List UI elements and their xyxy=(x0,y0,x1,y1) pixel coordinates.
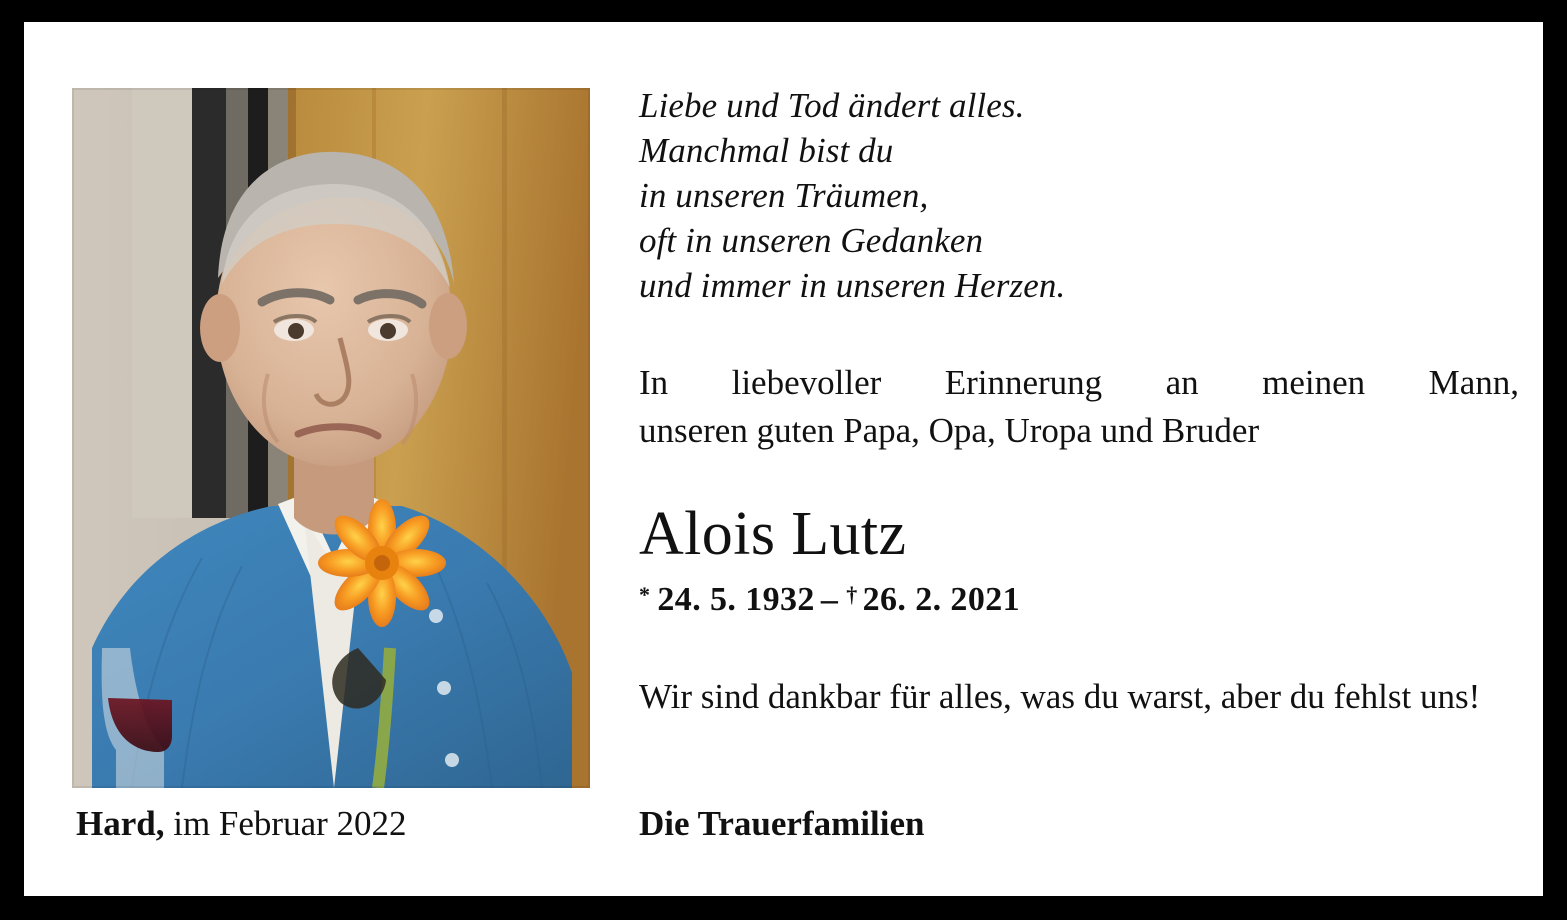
portrait-photo-image xyxy=(72,88,590,788)
verse-line-1: Liebe und Tod ändert alles. xyxy=(639,86,1025,125)
portrait-photo xyxy=(72,88,590,788)
dedication-line-2: unseren guten Papa, Opa, Uropa und Bruder xyxy=(639,410,1260,450)
verse-line-3: in unseren Träumen, xyxy=(639,175,929,215)
dedication-text xyxy=(639,361,1539,453)
closing-text: Wir sind dankbar für alles, was du warst, aber du fehlst uns! xyxy=(639,677,1481,717)
place-and-date xyxy=(76,804,407,844)
death-date: 26. 2. 2021 xyxy=(862,581,1021,619)
death-symbol: † xyxy=(846,582,858,608)
memorial-verse xyxy=(639,84,1539,309)
verse-line-2: Manchmal bist du xyxy=(639,130,894,170)
notice-date: im Februar 2022 xyxy=(173,804,407,843)
deceased-name: Alois Lutz xyxy=(639,500,907,569)
obituary-card xyxy=(24,22,1543,896)
birth-symbol: * xyxy=(639,582,651,608)
verse-line-5: und immer in unseren Herzen. xyxy=(639,265,1066,305)
date-separator: – xyxy=(820,581,839,619)
dedication-line-1: In liebevoller Erinnerung an meinen Mann, xyxy=(639,362,1519,402)
place-name: Hard, xyxy=(76,804,165,843)
verse-line-4: oft in unseren Gedanken xyxy=(639,220,984,260)
life-dates xyxy=(639,581,1539,619)
obituary-text-column xyxy=(639,84,1539,720)
birth-date: 24. 5. 1932 xyxy=(657,581,815,619)
family-signature: Die Trauerfamilien xyxy=(639,804,925,843)
